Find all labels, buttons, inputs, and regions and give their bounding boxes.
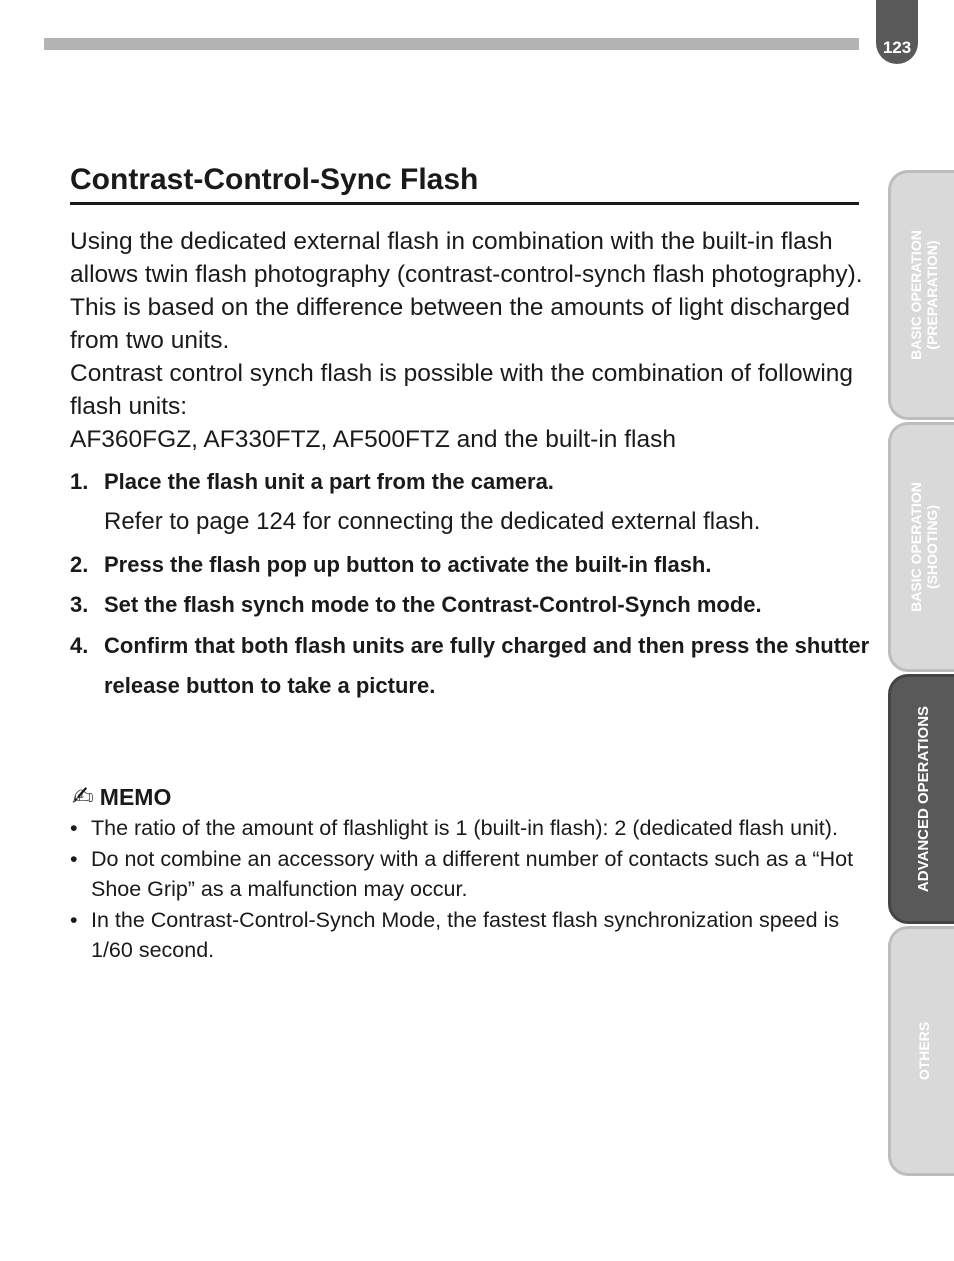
tab-basic-operation-preparation[interactable] <box>888 170 954 420</box>
header-rule <box>44 38 859 50</box>
tab-label: BASIC OPERATION (SHOOTING) <box>908 482 940 612</box>
step-text: Confirm that both flash units are fully charged and then press the shutter release button to take a picture. <box>104 632 870 698</box>
tab-label: OTHERS <box>916 1021 932 1081</box>
memo-item-text: Do not combine an accessory with a different number of contacts such as a “Hot Shoe Grip” as a malfunction may occur. <box>91 847 854 901</box>
tab-others[interactable] <box>888 926 954 1176</box>
step-number: 1. <box>70 469 89 494</box>
memo-item-text: In the Contrast-Control-Synch Mode, the fastest flash synchronization speed is 1/60 second. <box>91 908 840 962</box>
tab-advanced-operations[interactable] <box>888 674 954 924</box>
tab-basic-operation-shooting[interactable] <box>888 422 954 672</box>
intro-paragraph: Using the dedicated external flash in combination with the built-in flash allows twin flash photography (contrast-control-synch flash photography). This is based on the difference between the amounts of light discharged from two units. <box>70 228 863 354</box>
intro-text <box>70 225 870 456</box>
memo-list <box>70 813 870 966</box>
intro-paragraph: Contrast control synch flash is possible with the combination of following flash units: <box>70 360 854 420</box>
bullet-icon: • <box>70 847 78 871</box>
memo-heading <box>72 780 171 813</box>
memo-item <box>70 813 870 843</box>
page-title: Contrast-Control-Sync Flash <box>70 160 859 205</box>
step-text: Place the flash unit a part from the camera. <box>104 469 554 494</box>
memo-item <box>70 905 870 965</box>
step-text: Set the flash synch mode to the Contrast-Control-Synch mode. <box>104 592 762 617</box>
step-number: 2. <box>70 551 89 577</box>
steps-list <box>70 462 870 707</box>
bullet-icon: • <box>70 908 78 932</box>
step-item <box>70 626 870 707</box>
step-item <box>70 585 870 626</box>
memo-item-text: The ratio of the amount of flashlight is 1 (built-in flash): 2 (dedicated flash unit). <box>91 816 838 840</box>
step-number: 3. <box>70 592 89 617</box>
memo-title: MEMO <box>99 784 172 810</box>
step-note: Refer to page 124 for connecting the dedicated external flash. <box>104 507 761 535</box>
tab-label: ADVANCED OPERATIONS <box>915 705 932 893</box>
pen-icon: ✍ <box>72 781 94 811</box>
step-number: 4. <box>70 632 89 658</box>
step-text: Press the flash pop up button to activate the built-in flash. <box>104 551 712 577</box>
page-number: 123 <box>876 0 918 64</box>
memo-item <box>70 844 870 904</box>
tab-label: BASIC OPERATION (PREPARATION) <box>908 230 940 360</box>
intro-paragraph: AF360FGZ, AF330FTZ, AF500FTZ and the built-in flash <box>70 426 676 453</box>
step-item <box>70 462 870 541</box>
bullet-icon: • <box>70 816 78 840</box>
step-item <box>70 545 870 586</box>
